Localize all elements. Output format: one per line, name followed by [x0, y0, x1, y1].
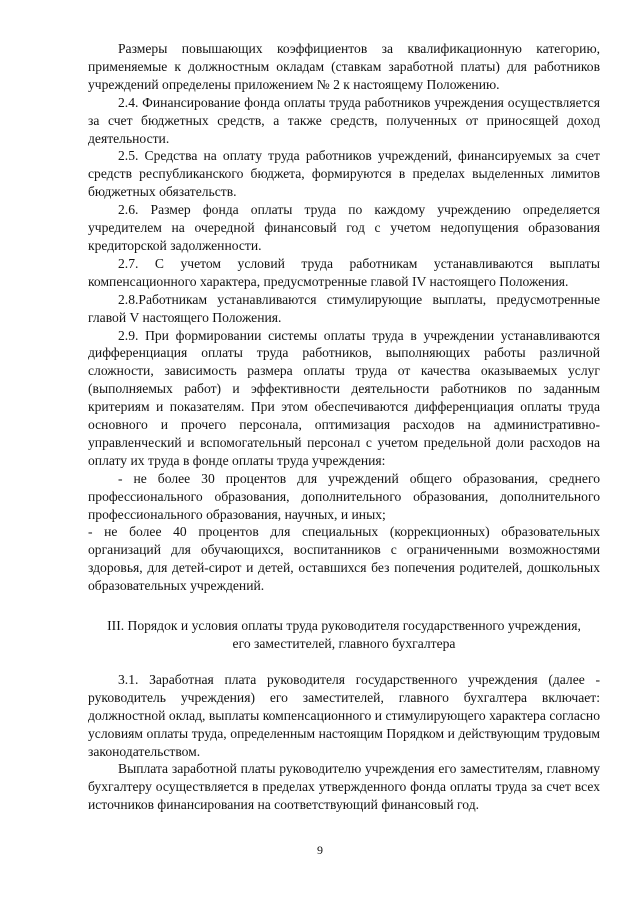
spacer	[88, 653, 600, 671]
page-number: 9	[317, 843, 323, 857]
list-item-40-percent: - не более 40 процентов для специальных (коррекционных) образовательных организаций для обучающихся, воспитанников с ограниченными возможностями здоровья, для детей-сирот и детей, оставшихся без попечения родителей, дошкольных образовательных учреждений.	[88, 524, 600, 594]
paragraph-2-7: 2.7. С учетом условий труда работникам устанавливаются выплаты компенсационного характера, предусмотренные главой IV настоящего Положения.	[88, 255, 600, 289]
document-body	[88, 40, 600, 814]
spacer	[88, 595, 600, 617]
paragraph-2-9: 2.9. При формировании системы оплаты труда в учреждении устанавливаются дифференциация оплаты труда работников, выполняющих работы различной сложности, зависимость размера оплаты труда от качества оказываемых услуг (выполняемых работ) и эффективности деятельности работников по заданным критериям и показателям. При этом обеспечиваются дифференциация оплаты труда основного и прочего персонала, оптимизация расходов на административно-управленческий и вспомогательный персонал с учетом предельной доли расходов на оплату их труда в фонде оплаты труда учреждения:	[88, 327, 600, 468]
paragraph-2-8: 2.8.Работникам устанавливаются стимулирующие выплаты, предусмотренные главой V настоящего Положения.	[88, 291, 600, 325]
paragraph-3-1: 3.1. Заработная плата руководителя государственного учреждения (далее - руководитель учреждения) его заместителей, главного бухгалтера включает: должностной оклад, выплаты компенсационного и стимулирующего характера согласно условиям оплаты труда, определенным настоящим Порядком и действующим трудовым законодательством.	[88, 671, 600, 759]
paragraph-2-5: 2.5. Средства на оплату труда работников учреждений, финансируемых за счет средств республиканского бюджета, формируются в пределах выделенных лимитов бюджетных обязательств.	[88, 148, 600, 200]
paragraph-coefficients: Размеры повышающих коэффициентов за квалификационную категорию, применяемые к должностным окладам (ставкам заработной платы) для работников учреждений определены приложением № 2 к настоящему Положению.	[88, 41, 600, 92]
paragraph-2-4: 2.4. Финансирование фонда оплаты труда работников учреждения осуществляется за счет бюджетных средств, а также средств, полученных от приносящей доход деятельности.	[88, 94, 600, 146]
paragraph-salary-payment: Выплата заработной платы руководителю учреждения его заместителям, главному бухгалтеру осуществляется в пределах утвержденного фонда оплаты труда за счет всех источников финансирования на соответствующий финансовый год.	[88, 761, 600, 813]
list-item-30-percent: - не более 30 процентов для учреждений общего образования, среднего профессионального образования, дополнительного образования, дополнительного профессионального образования, научных, и иных;	[88, 470, 600, 522]
paragraph-2-6: 2.6. Размер фонда оплаты труда по каждому учреждению определяется учредителем на очередной финансовый год с учетом недопущения образования кредиторской задолженности.	[88, 202, 600, 253]
section-heading-iii: III. Порядок и условия оплаты труда руководителя государственного учреждения, его заместителей, главного бухгалтера	[107, 618, 581, 651]
